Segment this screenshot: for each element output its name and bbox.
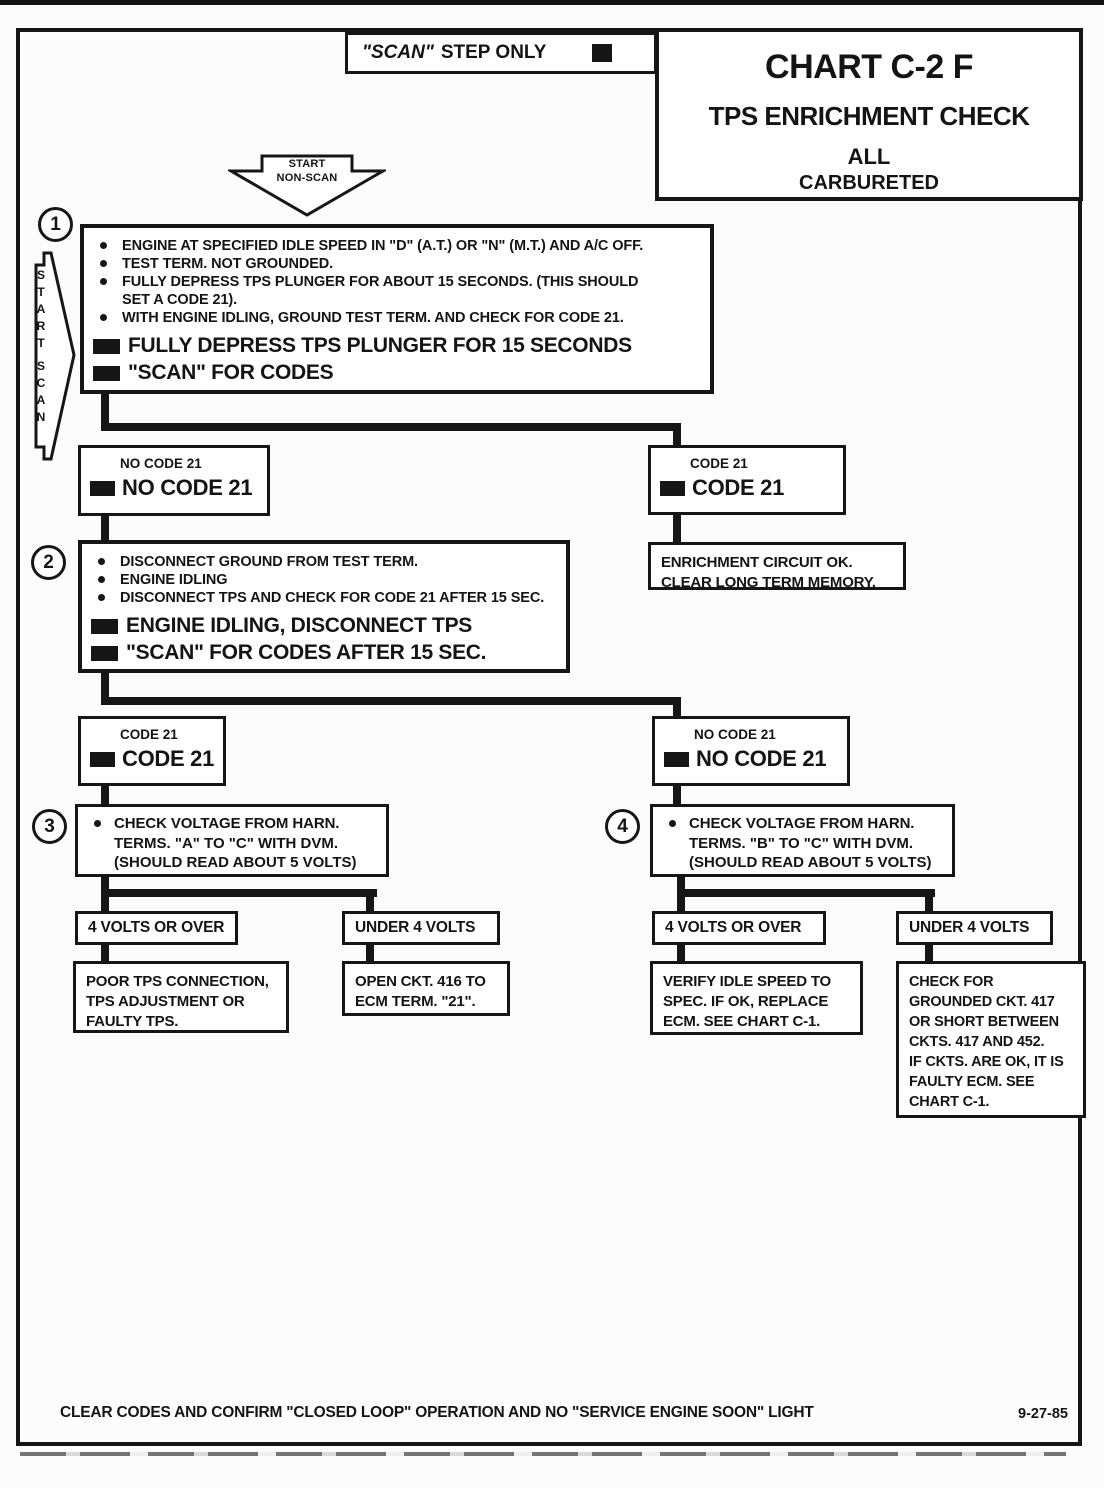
poor-tps-line-2: TPS ADJUSTMENT OR bbox=[86, 993, 245, 1010]
poor-tps-line-1: POOR TPS CONNECTION, bbox=[86, 973, 269, 990]
grounded-line-7: CHART C-1. bbox=[909, 1094, 990, 1110]
volts-right-under-box: UNDER 4 VOLTS bbox=[896, 911, 1053, 945]
open-ckt-line-1: OPEN CKT. 416 TO bbox=[355, 973, 486, 990]
poor-tps-line-3: FAULTY TPS. bbox=[86, 1013, 179, 1030]
bullet-icon bbox=[100, 278, 107, 285]
step4-line-2: TERMS. "B" TO "C" WITH DVM. bbox=[689, 834, 913, 852]
step4-line-3: (SHOULD READ ABOUT 5 VOLTS) bbox=[689, 854, 932, 871]
grounded-line-3: OR SHORT BETWEEN bbox=[909, 1014, 1059, 1030]
poor-tps-box bbox=[73, 961, 289, 1033]
no-code-21-caption: NO CODE 21 bbox=[120, 456, 202, 471]
step2-bullet-1: DISCONNECT GROUND FROM TEST TERM. bbox=[120, 554, 418, 570]
bullet-icon bbox=[98, 558, 105, 565]
scan-marker-icon bbox=[91, 646, 118, 661]
scan-marker-icon bbox=[93, 339, 120, 354]
scan-marker-icon bbox=[93, 366, 120, 381]
black-square-icon bbox=[592, 44, 612, 62]
volts-left-over-box: 4 VOLTS OR OVER bbox=[75, 911, 238, 945]
verify-idle-box bbox=[650, 961, 863, 1035]
step2-bullet-3: DISCONNECT TPS AND CHECK FOR CODE 21 AFTER 15 SEC. bbox=[120, 590, 545, 606]
step2-bullet-2: ENGINE IDLING bbox=[120, 572, 228, 588]
bullet-icon bbox=[98, 594, 105, 601]
step-2-box bbox=[78, 540, 570, 673]
connector-line bbox=[101, 784, 109, 806]
volts-left-under-box: UNDER 4 VOLTS bbox=[342, 911, 500, 945]
step-4-box bbox=[650, 804, 955, 877]
code-21-caption: CODE 21 bbox=[690, 456, 748, 471]
step-1-badge: 1 bbox=[38, 207, 73, 242]
scan-artifact-bottom-smudge bbox=[20, 1452, 1066, 1456]
step-3-badge: 3 bbox=[32, 809, 67, 844]
scan-step-only-banner bbox=[345, 32, 657, 74]
connector-line bbox=[677, 889, 935, 897]
step1-bullet-4: WITH ENGINE IDLING, GROUND TEST TERM. AND CHECK FOR CODE 21. bbox=[122, 310, 624, 326]
open-ckt-box bbox=[342, 961, 510, 1016]
chart-title: CHART C-2 F bbox=[765, 48, 973, 86]
code-21-second-box bbox=[78, 716, 226, 786]
start-arrow-line1: START bbox=[288, 158, 326, 170]
start-arrow-line2: NON-SCAN bbox=[276, 172, 338, 184]
connector-line bbox=[101, 889, 377, 897]
step2-scan-line-1: ENGINE IDLING, DISCONNECT TPS bbox=[126, 614, 472, 637]
scan-marker-icon bbox=[90, 481, 115, 496]
ribbon-word-scan: SCAN bbox=[36, 359, 46, 424]
enrichment-ok-box bbox=[648, 542, 906, 590]
bullet-icon bbox=[100, 242, 107, 249]
code-21-label: CODE 21 bbox=[122, 746, 215, 771]
step3-line-2: TERMS. "A" TO "C" WITH DVM. bbox=[114, 834, 338, 852]
step3-line-1: CHECK VOLTAGE FROM HARN. bbox=[114, 815, 340, 832]
grounded-ckt-box bbox=[896, 961, 1086, 1118]
scan-marker-icon bbox=[91, 619, 118, 634]
no-code-21-second-box bbox=[652, 716, 850, 786]
connector-line bbox=[366, 943, 374, 963]
code-21-label: CODE 21 bbox=[692, 475, 785, 500]
verify-idle-line-3: ECM. SEE CHART C-1. bbox=[663, 1013, 821, 1030]
grounded-line-6: FAULTY ECM. SEE bbox=[909, 1074, 1035, 1090]
step4-line-1: CHECK VOLTAGE FROM HARN. bbox=[689, 815, 915, 832]
no-code-21-caption: NO CODE 21 bbox=[694, 727, 776, 742]
scan-marker-icon bbox=[664, 752, 689, 767]
scan-word: "SCAN" bbox=[362, 42, 434, 63]
ribbon-word-start: START bbox=[36, 268, 46, 350]
chart-title-box bbox=[655, 28, 1083, 201]
verify-idle-line-1: VERIFY IDLE SPEED TO bbox=[663, 973, 831, 990]
connector-line bbox=[673, 784, 681, 806]
grounded-line-1: CHECK FOR bbox=[909, 974, 994, 990]
grounded-line-2: GROUNDED CKT. 417 bbox=[909, 994, 1055, 1010]
volts-right-over-box: 4 VOLTS OR OVER bbox=[652, 911, 826, 945]
step1-scan-line-1: FULLY DEPRESS TPS PLUNGER FOR 15 SECONDS bbox=[128, 334, 632, 357]
grounded-line-5: IF CKTS. ARE OK, IT IS bbox=[909, 1054, 1064, 1070]
scan-step-only-label: STEP ONLY bbox=[440, 42, 547, 63]
chart-line4: CARBURETED bbox=[799, 172, 939, 194]
no-code-21-label: NO CODE 21 bbox=[122, 475, 253, 500]
chart-subtitle: TPS ENRICHMENT CHECK bbox=[708, 101, 1030, 131]
connector-line bbox=[101, 513, 109, 542]
step-4-badge: 4 bbox=[605, 809, 640, 844]
code-21-first-box bbox=[648, 445, 846, 515]
bullet-icon bbox=[100, 260, 107, 267]
verify-idle-line-2: SPEC. IF OK, REPLACE bbox=[663, 993, 829, 1010]
enrichment-line-2: CLEAR LONG TERM MEMORY. bbox=[661, 574, 876, 591]
step1-scan-line-2: "SCAN" FOR CODES bbox=[128, 361, 334, 384]
step2-scan-line-2: "SCAN" FOR CODES AFTER 15 SEC. bbox=[126, 641, 487, 664]
step1-bullet-2: TEST TERM. NOT GROUNDED. bbox=[122, 256, 334, 272]
footer-note: CLEAR CODES AND CONFIRM "CLOSED LOOP" OPERATION AND NO "SERVICE ENGINE SOON" LIGHT bbox=[60, 1404, 814, 1421]
connector-line bbox=[101, 697, 681, 705]
chart-line3: ALL bbox=[847, 144, 891, 169]
connector-line bbox=[925, 943, 933, 963]
step3-line-3: (SHOULD READ ABOUT 5 VOLTS) bbox=[114, 854, 357, 871]
step-1-box bbox=[80, 224, 714, 394]
scan-artifact-top-bar bbox=[0, 0, 1104, 5]
connector-line bbox=[101, 423, 681, 431]
scan-marker-icon bbox=[90, 752, 115, 767]
enrichment-line-1: ENRICHMENT CIRCUIT OK. bbox=[661, 554, 853, 571]
bullet-icon bbox=[98, 576, 105, 583]
connector-line bbox=[673, 513, 681, 544]
no-code-21-label: NO CODE 21 bbox=[696, 746, 827, 771]
bullet-icon bbox=[94, 820, 101, 827]
step-3-box bbox=[75, 804, 389, 877]
connector-line bbox=[677, 943, 685, 963]
bullet-icon bbox=[669, 820, 676, 827]
step1-bullet-3: FULLY DEPRESS TPS PLUNGER FOR ABOUT 15 SECONDS. (THIS SHOULD SET A CODE 21). bbox=[122, 274, 639, 308]
start-scan-ribbon-icon bbox=[24, 251, 76, 462]
step-2-badge: 2 bbox=[31, 545, 66, 580]
scan-marker-icon bbox=[660, 481, 685, 496]
no-code-21-first-box bbox=[78, 445, 270, 516]
connector-line bbox=[101, 943, 109, 963]
code-21-caption: CODE 21 bbox=[120, 727, 178, 742]
grounded-line-4: CKTS. 417 AND 452. bbox=[909, 1034, 1045, 1050]
footer-date: 9-27-85 bbox=[1018, 1406, 1068, 1422]
open-ckt-line-2: ECM TERM. "21". bbox=[355, 993, 476, 1010]
bullet-icon bbox=[100, 314, 107, 321]
step1-bullet-1: ENGINE AT SPECIFIED IDLE SPEED IN "D" (A.T.) OR "N" (M.T.) AND A/C OFF. bbox=[122, 238, 644, 254]
